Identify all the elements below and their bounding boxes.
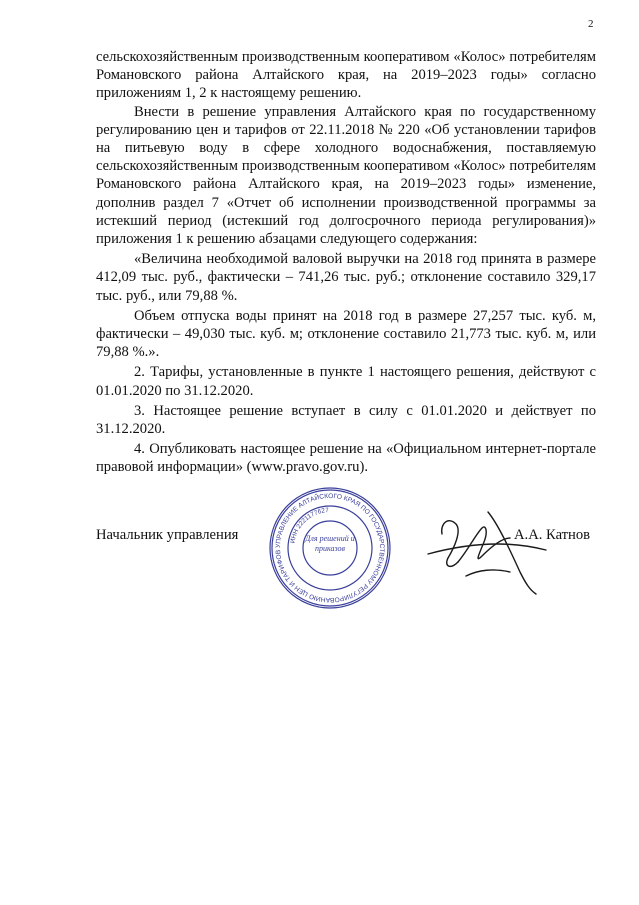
paragraph-publication: 4. Опубликовать настоящее решение на «Официальном интернет-портале правовой информации» (www.pravo.gov.ru). bbox=[96, 441, 596, 476]
paragraph-continuation: сельскохозяйственным производственным кооперативом «Колос» потребителям Романовского района Алтайского края, на 2019–2023 годы» согласно приложениям 1, 2 к настоящему решению. bbox=[96, 49, 596, 102]
seal-center-text: Для решений и приказов bbox=[305, 534, 355, 553]
paragraph-amendment: Внести в решение управления Алтайского края по государственному регулированию цен и тарифов от 22.11.2018 № 220 «Об установлении тарифов на питьевую воду в сфере холодного водоснабжения, поставляемую сельскохозяйственным производственным кооперативом «Колос» потребителям Романовского района Алтайского края, на 2019–2023 годы» изменение, дополнив раздел 7 «Отчет об исполнении производственной программы за истекший период (истекший год долгосрочного периода регулирования)» приложения 1 к решению абзацами следующего содержания: bbox=[96, 103, 596, 248]
seal-inn-text: ИНН 2221177627 bbox=[289, 506, 330, 544]
paragraph-revenue: «Величина необходимой валовой выручки на 2018 год принята в размере 412,09 тыс. руб., фактически – 741,26 тыс. руб.; отклонение составило 329,17 тыс. руб., или 79,88 %. bbox=[96, 251, 596, 304]
paragraph-water-volume: Объем отпуска воды принят на 2018 год в размере 27,257 тыс. куб. м, фактически – 49,030 тыс. куб. м; отклонение составило 21,773 тыс. куб. м, или 79,88 %.». bbox=[96, 307, 596, 361]
signatory-name: А.А. Катнов bbox=[514, 527, 591, 543]
signatory-title: Начальник управления bbox=[96, 527, 239, 543]
page-number: 2 bbox=[588, 18, 594, 30]
paragraph-tariff-period: 2. Тарифы, установленные в пункте 1 настоящего решения, действуют с 01.01.2020 по 31.12.2020. bbox=[96, 364, 596, 399]
seal-outer-text: УПРАВЛЕНИЕ АЛТАЙСКОГО КРАЯ ПО ГОСУДАРСТВЕННОМУ РЕГУЛИРОВАНИЮ ЦЕН И ТАРИФОВ bbox=[274, 492, 386, 604]
document-body bbox=[96, 48, 596, 477]
paragraph-effective-date: 3. Настоящее решение вступает в силу с 01.01.2020 и действует по 31.12.2020. bbox=[96, 402, 596, 438]
handwritten-signature bbox=[370, 494, 560, 604]
